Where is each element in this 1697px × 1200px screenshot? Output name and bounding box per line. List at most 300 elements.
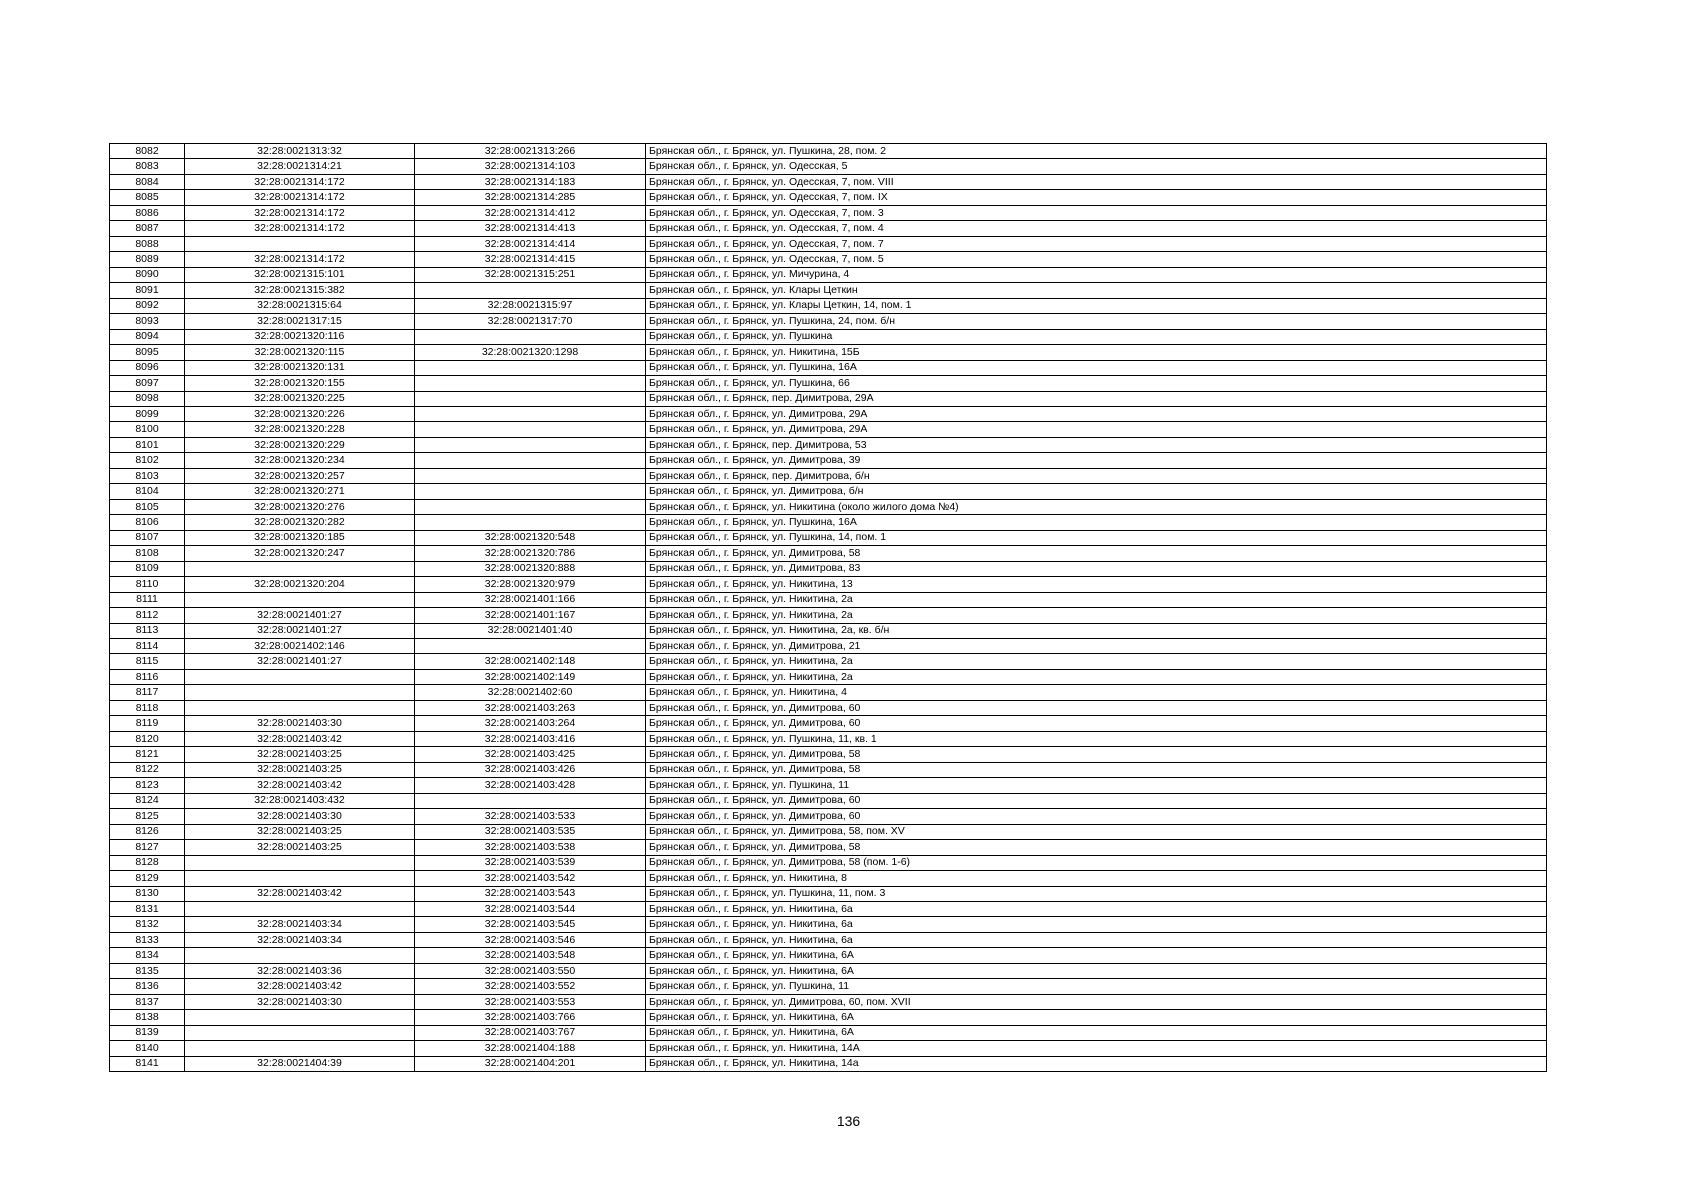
address-cell: Брянская обл., г. Брянск, ул. Мичурина, 4 [646,267,1547,282]
parcel-cadastral-number-cell: 32:28:0021320:276 [185,499,415,514]
parcel-cadastral-number-cell: 32:28:0021401:27 [185,623,415,638]
parcel-cadastral-number-cell: 32:28:0021403:25 [185,840,415,855]
address-cell: Брянская обл., г. Брянск, ул. Одесская, 7, пом. 5 [646,252,1547,267]
row-number-cell: 8104 [110,484,185,499]
object-cadastral-number-cell: 32:28:0021320:888 [415,561,646,576]
address-cell: Брянская обл., г. Брянск, ул. Никитина, 2а [646,608,1547,623]
table-row [110,669,1547,684]
parcel-cadastral-number-cell: 32:28:0021320:131 [185,360,415,375]
table-row [110,437,1547,452]
row-number-cell: 8127 [110,840,185,855]
address-cell: Брянская обл., г. Брянск, ул. Димитрова, 60 [646,716,1547,731]
parcel-cadastral-number-cell [185,871,415,886]
table-row [110,221,1547,236]
row-number-cell: 8090 [110,267,185,282]
object-cadastral-number-cell: 32:28:0021403:533 [415,809,646,824]
row-number-cell: 8133 [110,932,185,947]
table-row [110,530,1547,545]
parcel-cadastral-number-cell [185,1041,415,1056]
address-cell: Брянская обл., г. Брянск, ул. Димитрова, 83 [646,561,1547,576]
row-number-cell: 8088 [110,236,185,251]
address-cell: Брянская обл., г. Брянск, ул. Пушкина, 11, пом. 3 [646,886,1547,901]
row-number-cell: 8100 [110,422,185,437]
address-cell: Брянская обл., г. Брянск, ул. Пушкина, 11 [646,778,1547,793]
address-cell: Брянская обл., г. Брянск, ул. Никитина, 2а [646,654,1547,669]
table-row [110,654,1547,669]
row-number-cell: 8130 [110,886,185,901]
object-cadastral-number-cell: 32:28:0021404:201 [415,1056,646,1071]
parcel-cadastral-number-cell: 32:28:0021320:271 [185,484,415,499]
row-number-cell: 8111 [110,592,185,607]
table-row [110,1056,1547,1071]
object-cadastral-number-cell: 32:28:0021403:539 [415,855,646,870]
row-number-cell: 8086 [110,205,185,220]
address-cell: Брянская обл., г. Брянск, ул. Пушкина, 14, пом. 1 [646,530,1547,545]
table-row [110,1041,1547,1056]
object-cadastral-number-cell: 32:28:0021403:544 [415,901,646,916]
address-cell: Брянская обл., г. Брянск, ул. Никитина, 8 [646,871,1547,886]
row-number-cell: 8136 [110,979,185,994]
row-number-cell: 8105 [110,499,185,514]
parcel-cadastral-number-cell: 32:28:0021320:282 [185,515,415,530]
table-row [110,623,1547,638]
table-row [110,190,1547,205]
object-cadastral-number-cell: 32:28:0021403:548 [415,948,646,963]
address-cell: Брянская обл., г. Брянск, ул. Димитрова, 60, пом. XVII [646,994,1547,1009]
table-row [110,592,1547,607]
object-cadastral-number-cell [415,639,646,654]
table-row [110,422,1547,437]
parcel-cadastral-number-cell [185,561,415,576]
row-number-cell: 8114 [110,639,185,654]
address-cell: Брянская обл., г. Брянск, ул. Никитина, 6А [646,1010,1547,1025]
parcel-cadastral-number-cell [185,948,415,963]
table-row [110,731,1547,746]
row-number-cell: 8141 [110,1056,185,1071]
row-number-cell: 8112 [110,608,185,623]
object-cadastral-number-cell: 32:28:0021403:428 [415,778,646,793]
object-cadastral-number-cell: 32:28:0021320:1298 [415,345,646,360]
address-cell: Брянская обл., г. Брянск, ул. Клары Цеткин, 14, пом. 1 [646,298,1547,313]
row-number-cell: 8129 [110,871,185,886]
parcel-cadastral-number-cell: 32:28:0021314:172 [185,190,415,205]
table-row [110,1010,1547,1025]
parcel-cadastral-number-cell: 32:28:0021403:36 [185,963,415,978]
address-cell: Брянская обл., г. Брянск, ул. Димитрова, 60 [646,700,1547,715]
parcel-cadastral-number-cell: 32:28:0021315:101 [185,267,415,282]
object-cadastral-number-cell [415,329,646,344]
registry-table [109,143,1547,1072]
row-number-cell: 8094 [110,329,185,344]
object-cadastral-number-cell: 32:28:0021314:103 [415,159,646,174]
parcel-cadastral-number-cell: 32:28:0021403:30 [185,716,415,731]
parcel-cadastral-number-cell: 32:28:0021314:172 [185,252,415,267]
object-cadastral-number-cell [415,515,646,530]
parcel-cadastral-number-cell: 32:28:0021403:30 [185,809,415,824]
table-row [110,809,1547,824]
parcel-cadastral-number-cell: 32:28:0021403:25 [185,824,415,839]
parcel-cadastral-number-cell: 32:28:0021317:15 [185,314,415,329]
object-cadastral-number-cell [415,422,646,437]
address-cell: Брянская обл., г. Брянск, ул. Никитина, 14а [646,1056,1547,1071]
address-cell: Брянская обл., г. Брянск, ул. Димитрова, 58 [646,747,1547,762]
address-cell: Брянская обл., г. Брянск, ул. Никитина, 6А [646,948,1547,963]
address-cell: Брянская обл., г. Брянск, ул. Димитрова, 60 [646,793,1547,808]
table-row [110,979,1547,994]
row-number-cell: 8108 [110,546,185,561]
parcel-cadastral-number-cell: 32:28:0021315:382 [185,283,415,298]
object-cadastral-number-cell [415,793,646,808]
object-cadastral-number-cell: 32:28:0021403:543 [415,886,646,901]
address-cell: Брянская обл., г. Брянск, ул. Никитина, 6А [646,963,1547,978]
row-number-cell: 8084 [110,174,185,189]
address-cell: Брянская обл., г. Брянск, ул. Никитина, 6а [646,901,1547,916]
table-row [110,283,1547,298]
address-cell: Брянская обл., г. Брянск, ул. Никитина, 6А [646,1025,1547,1040]
parcel-cadastral-number-cell [185,700,415,715]
address-cell: Брянская обл., г. Брянск, ул. Пушкина, 28, пом. 2 [646,144,1547,159]
address-cell: Брянская обл., г. Брянск, ул. Пушкина, 16А [646,360,1547,375]
parcel-cadastral-number-cell [185,669,415,684]
address-cell: Брянская обл., г. Брянск, пер. Димитрова, 53 [646,437,1547,452]
parcel-cadastral-number-cell: 32:28:0021320:115 [185,345,415,360]
row-number-cell: 8125 [110,809,185,824]
row-number-cell: 8085 [110,190,185,205]
row-number-cell: 8122 [110,762,185,777]
row-number-cell: 8098 [110,391,185,406]
object-cadastral-number-cell: 32:28:0021403:542 [415,871,646,886]
table-row [110,963,1547,978]
object-cadastral-number-cell: 32:28:0021402:149 [415,669,646,684]
table-row [110,793,1547,808]
parcel-cadastral-number-cell: 32:28:0021320:185 [185,530,415,545]
object-cadastral-number-cell [415,484,646,499]
table-row [110,700,1547,715]
parcel-cadastral-number-cell: 32:28:0021404:39 [185,1056,415,1071]
table-row [110,515,1547,530]
address-cell: Брянская обл., г. Брянск, ул. Никитина, 14А [646,1041,1547,1056]
row-number-cell: 8113 [110,623,185,638]
object-cadastral-number-cell: 32:28:0021404:188 [415,1041,646,1056]
parcel-cadastral-number-cell: 32:28:0021320:116 [185,329,415,344]
row-number-cell: 8126 [110,824,185,839]
row-number-cell: 8110 [110,577,185,592]
parcel-cadastral-number-cell: 32:28:0021403:42 [185,886,415,901]
row-number-cell: 8139 [110,1025,185,1040]
object-cadastral-number-cell [415,437,646,452]
object-cadastral-number-cell: 32:28:0021403:425 [415,747,646,762]
table-row [110,484,1547,499]
row-number-cell: 8091 [110,283,185,298]
object-cadastral-number-cell: 32:28:0021403:553 [415,994,646,1009]
object-cadastral-number-cell: 32:28:0021403:264 [415,716,646,731]
row-number-cell: 8093 [110,314,185,329]
object-cadastral-number-cell: 32:28:0021320:548 [415,530,646,545]
object-cadastral-number-cell [415,283,646,298]
parcel-cadastral-number-cell: 32:28:0021320:226 [185,406,415,421]
row-number-cell: 8135 [110,963,185,978]
object-cadastral-number-cell [415,453,646,468]
address-cell: Брянская обл., г. Брянск, ул. Димитрова, 58 [646,840,1547,855]
address-cell: Брянская обл., г. Брянск, ул. Никитина (около жилого дома №4) [646,499,1547,514]
row-number-cell: 8107 [110,530,185,545]
table-row [110,824,1547,839]
table-row [110,298,1547,313]
row-number-cell: 8124 [110,793,185,808]
table-row [110,159,1547,174]
address-cell: Брянская обл., г. Брянск, ул. Димитрова, 58 (пом. 1-6) [646,855,1547,870]
address-cell: Брянская обл., г. Брянск, ул. Димитрова, 29А [646,406,1547,421]
parcel-cadastral-number-cell: 32:28:0021401:27 [185,608,415,623]
object-cadastral-number-cell: 32:28:0021403:416 [415,731,646,746]
object-cadastral-number-cell: 32:28:0021320:979 [415,577,646,592]
address-cell: Брянская обл., г. Брянск, ул. Пушкина, 24, пом. б/н [646,314,1547,329]
object-cadastral-number-cell [415,391,646,406]
object-cadastral-number-cell: 32:28:0021403:535 [415,824,646,839]
address-cell: Брянская обл., г. Брянск, пер. Димитрова, б/н [646,468,1547,483]
table-row [110,917,1547,932]
parcel-cadastral-number-cell: 32:28:0021401:27 [185,654,415,669]
address-cell: Брянская обл., г. Брянск, ул. Димитрова, 29А [646,422,1547,437]
table-row [110,994,1547,1009]
table-row [110,901,1547,916]
object-cadastral-number-cell: 32:28:0021403:552 [415,979,646,994]
parcel-cadastral-number-cell: 32:28:0021320:225 [185,391,415,406]
row-number-cell: 8128 [110,855,185,870]
address-cell: Брянская обл., г. Брянск, ул. Пушкина, 11 [646,979,1547,994]
address-cell: Брянская обл., г. Брянск, ул. Никитина, 13 [646,577,1547,592]
parcel-cadastral-number-cell: 32:28:0021403:30 [185,994,415,1009]
address-cell: Брянская обл., г. Брянск, ул. Димитрова, 21 [646,639,1547,654]
parcel-cadastral-number-cell: 32:28:0021313:32 [185,144,415,159]
table-row [110,577,1547,592]
address-cell: Брянская обл., г. Брянск, ул. Одесская, 7, пом. IX [646,190,1547,205]
table-row [110,546,1547,561]
row-number-cell: 8138 [110,1010,185,1025]
parcel-cadastral-number-cell: 32:28:0021314:172 [185,221,415,236]
row-number-cell: 8089 [110,252,185,267]
object-cadastral-number-cell: 32:28:0021403:766 [415,1010,646,1025]
table-row [110,886,1547,901]
address-cell: Брянская обл., г. Брянск, ул. Пушкина, 11, кв. 1 [646,731,1547,746]
object-cadastral-number-cell: 32:28:0021403:550 [415,963,646,978]
table-row [110,1025,1547,1040]
table-row [110,236,1547,251]
row-number-cell: 8083 [110,159,185,174]
table-row [110,205,1547,220]
table-row [110,174,1547,189]
address-cell: Брянская обл., г. Брянск, ул. Клары Цеткин [646,283,1547,298]
table-row [110,252,1547,267]
parcel-cadastral-number-cell [185,236,415,251]
object-cadastral-number-cell: 32:28:0021313:266 [415,144,646,159]
table-row [110,778,1547,793]
address-cell: Брянская обл., г. Брянск, ул. Никитина, 6а [646,917,1547,932]
table-row [110,608,1547,623]
table-row [110,762,1547,777]
parcel-cadastral-number-cell: 32:28:0021403:25 [185,747,415,762]
row-number-cell: 8116 [110,669,185,684]
table-row [110,639,1547,654]
row-number-cell: 8123 [110,778,185,793]
object-cadastral-number-cell: 32:28:0021314:183 [415,174,646,189]
address-cell: Брянская обл., г. Брянск, ул. Одесская, 7, пом. 7 [646,236,1547,251]
row-number-cell: 8134 [110,948,185,963]
row-number-cell: 8102 [110,453,185,468]
object-cadastral-number-cell [415,499,646,514]
parcel-cadastral-number-cell: 32:28:0021320:204 [185,577,415,592]
table-row [110,932,1547,947]
parcel-cadastral-number-cell [185,1010,415,1025]
row-number-cell: 8137 [110,994,185,1009]
parcel-cadastral-number-cell [185,1025,415,1040]
object-cadastral-number-cell: 32:28:0021403:538 [415,840,646,855]
registry-table-body [110,144,1547,1072]
object-cadastral-number-cell: 32:28:0021315:97 [415,298,646,313]
table-row [110,391,1547,406]
row-number-cell: 8131 [110,901,185,916]
parcel-cadastral-number-cell: 32:28:0021314:21 [185,159,415,174]
object-cadastral-number-cell [415,468,646,483]
object-cadastral-number-cell: 32:28:0021314:412 [415,205,646,220]
address-cell: Брянская обл., г. Брянск, ул. Димитрова, 58, пом. XV [646,824,1547,839]
parcel-cadastral-number-cell: 32:28:0021320:229 [185,437,415,452]
table-row [110,855,1547,870]
address-cell: Брянская обл., г. Брянск, ул. Одесская, 5 [646,159,1547,174]
row-number-cell: 8120 [110,731,185,746]
row-number-cell: 8103 [110,468,185,483]
parcel-cadastral-number-cell: 32:28:0021403:42 [185,778,415,793]
table-row [110,840,1547,855]
table-row [110,685,1547,700]
parcel-cadastral-number-cell: 32:28:0021403:34 [185,932,415,947]
address-cell: Брянская обл., г. Брянск, ул. Никитина, 4 [646,685,1547,700]
address-cell: Брянская обл., г. Брянск, ул. Одесская, 7, пом. VIII [646,174,1547,189]
parcel-cadastral-number-cell [185,685,415,700]
parcel-cadastral-number-cell: 32:28:0021403:42 [185,731,415,746]
object-cadastral-number-cell: 32:28:0021317:70 [415,314,646,329]
address-cell: Брянская обл., г. Брянск, ул. Димитрова, б/н [646,484,1547,499]
row-number-cell: 8099 [110,406,185,421]
object-cadastral-number-cell: 32:28:0021320:786 [415,546,646,561]
object-cadastral-number-cell: 32:28:0021403:426 [415,762,646,777]
table-row [110,144,1547,159]
object-cadastral-number-cell: 32:28:0021402:148 [415,654,646,669]
row-number-cell: 8106 [110,515,185,530]
row-number-cell: 8117 [110,685,185,700]
parcel-cadastral-number-cell: 32:28:0021315:64 [185,298,415,313]
parcel-cadastral-number-cell: 32:28:0021320:228 [185,422,415,437]
parcel-cadastral-number-cell: 32:28:0021320:247 [185,546,415,561]
object-cadastral-number-cell: 32:28:0021315:251 [415,267,646,282]
parcel-cadastral-number-cell: 32:28:0021314:172 [185,205,415,220]
object-cadastral-number-cell [415,406,646,421]
address-cell: Брянская обл., г. Брянск, ул. Никитина, 6а [646,932,1547,947]
row-number-cell: 8097 [110,376,185,391]
object-cadastral-number-cell: 32:28:0021401:166 [415,592,646,607]
table-row [110,716,1547,731]
parcel-cadastral-number-cell [185,901,415,916]
parcel-cadastral-number-cell: 32:28:0021320:234 [185,453,415,468]
object-cadastral-number-cell [415,360,646,375]
address-cell: Брянская обл., г. Брянск, ул. Пушкина, 66 [646,376,1547,391]
object-cadastral-number-cell: 32:28:0021401:167 [415,608,646,623]
object-cadastral-number-cell: 32:28:0021403:263 [415,700,646,715]
parcel-cadastral-number-cell: 32:28:0021403:34 [185,917,415,932]
row-number-cell: 8118 [110,700,185,715]
object-cadastral-number-cell: 32:28:0021403:546 [415,932,646,947]
row-number-cell: 8140 [110,1041,185,1056]
table-row [110,360,1547,375]
parcel-cadastral-number-cell: 32:28:0021403:25 [185,762,415,777]
address-cell: Брянская обл., г. Брянск, ул. Одесская, 7, пом. 4 [646,221,1547,236]
object-cadastral-number-cell: 32:28:0021401:40 [415,623,646,638]
parcel-cadastral-number-cell: 32:28:0021314:172 [185,174,415,189]
row-number-cell: 8121 [110,747,185,762]
address-cell: Брянская обл., г. Брянск, ул. Димитрова, 58 [646,546,1547,561]
row-number-cell: 8087 [110,221,185,236]
parcel-cadastral-number-cell: 32:28:0021403:42 [185,979,415,994]
row-number-cell: 8092 [110,298,185,313]
row-number-cell: 8119 [110,716,185,731]
table-row [110,376,1547,391]
object-cadastral-number-cell: 32:28:0021314:414 [415,236,646,251]
address-cell: Брянская обл., г. Брянск, ул. Димитрова, 60 [646,809,1547,824]
row-number-cell: 8082 [110,144,185,159]
object-cadastral-number-cell: 32:28:0021403:767 [415,1025,646,1040]
address-cell: Брянская обл., г. Брянск, ул. Димитрова, 58 [646,762,1547,777]
object-cadastral-number-cell: 32:28:0021403:545 [415,917,646,932]
address-cell: Брянская обл., г. Брянск, ул. Никитина, 2а [646,592,1547,607]
parcel-cadastral-number-cell: 32:28:0021402:146 [185,639,415,654]
address-cell: Брянская обл., г. Брянск, ул. Пушкина, 16А [646,515,1547,530]
object-cadastral-number-cell [415,376,646,391]
table-row [110,871,1547,886]
object-cadastral-number-cell: 32:28:0021402:60 [415,685,646,700]
address-cell: Брянская обл., г. Брянск, ул. Никитина, 2а, кв. б/н [646,623,1547,638]
row-number-cell: 8109 [110,561,185,576]
address-cell: Брянская обл., г. Брянск, ул. Никитина, 2а [646,669,1547,684]
row-number-cell: 8101 [110,437,185,452]
table-row [110,468,1547,483]
table-row [110,314,1547,329]
table-row [110,948,1547,963]
address-cell: Брянская обл., г. Брянск, ул. Димитрова, 39 [646,453,1547,468]
row-number-cell: 8095 [110,345,185,360]
table-row [110,406,1547,421]
row-number-cell: 8132 [110,917,185,932]
table-row [110,561,1547,576]
address-cell: Брянская обл., г. Брянск, ул. Никитина, 15Б [646,345,1547,360]
row-number-cell: 8096 [110,360,185,375]
address-cell: Брянская обл., г. Брянск, пер. Димитрова, 29А [646,391,1547,406]
parcel-cadastral-number-cell: 32:28:0021320:257 [185,468,415,483]
table-row [110,499,1547,514]
parcel-cadastral-number-cell [185,592,415,607]
object-cadastral-number-cell: 32:28:0021314:285 [415,190,646,205]
parcel-cadastral-number-cell: 32:28:0021320:155 [185,376,415,391]
object-cadastral-number-cell: 32:28:0021314:413 [415,221,646,236]
table-row [110,747,1547,762]
parcel-cadastral-number-cell: 32:28:0021403:432 [185,793,415,808]
table-row [110,267,1547,282]
table-row [110,345,1547,360]
parcel-cadastral-number-cell [185,855,415,870]
row-number-cell: 8115 [110,654,185,669]
table-row [110,453,1547,468]
object-cadastral-number-cell: 32:28:0021314:415 [415,252,646,267]
page-number: 136 [836,1113,861,1129]
